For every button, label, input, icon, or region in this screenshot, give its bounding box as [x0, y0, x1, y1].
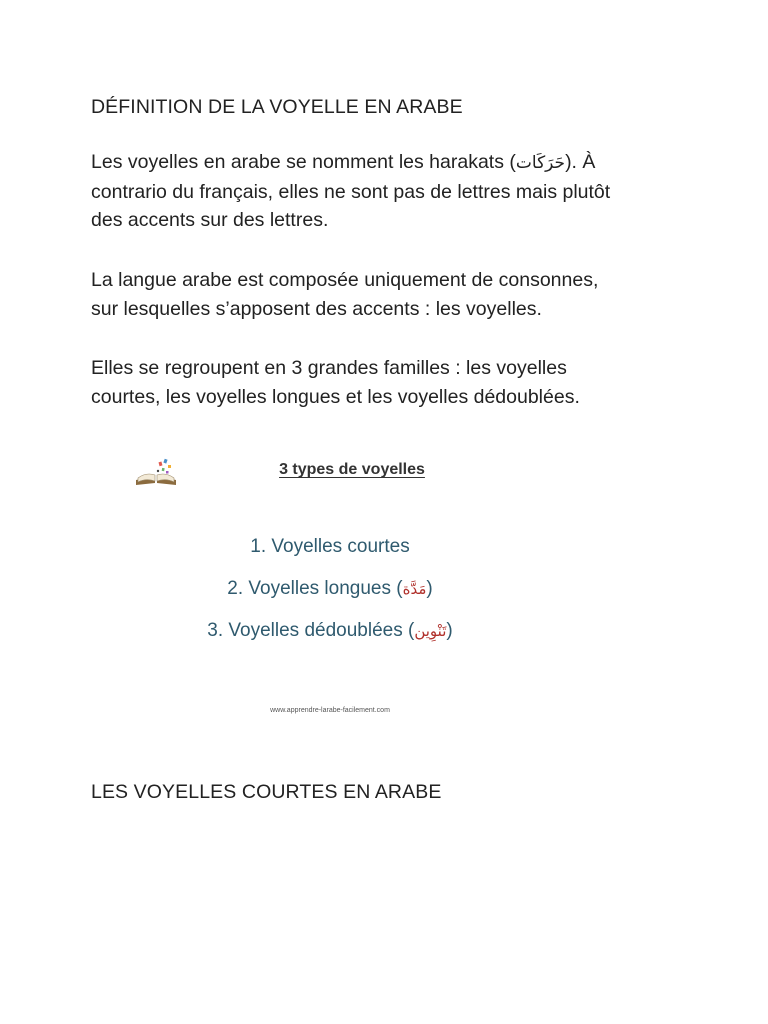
vowel-type-item: [91, 620, 569, 642]
section-heading-definition: DÉFINITION DE LA VOYELLE EN ARABE: [91, 96, 463, 118]
section-heading-voyelles-courtes: LES VOYELLES COURTES EN ARABE: [91, 781, 442, 803]
arabic-word-tanwin: تَنْوِين: [414, 622, 447, 640]
vowel-type-label: 3. Voyelles dédoublées (: [207, 620, 415, 641]
paragraph-line: [91, 148, 691, 178]
paragraph-line: La langue arabe est composée uniquement de consonnes,: [91, 269, 599, 291]
vowel-type-label: 2. Voyelles longues (: [227, 578, 403, 599]
arabic-word-madda: مَدَّة: [402, 580, 427, 598]
vowel-type-label: 1. Voyelles courtes: [250, 536, 410, 557]
infographic-source-url: www.apprendre-larabe-facilement.com: [270, 707, 390, 714]
text-segment: Les voyelles en arabe se nomment les harakats (: [91, 151, 516, 173]
paragraph-harakats: [91, 148, 691, 235]
paragraph-line: des accents sur des lettres.: [91, 209, 329, 231]
paragraph-line: Elles se regroupent en 3 grandes familles : les voyelles: [91, 357, 567, 379]
paragraph-consonnes: [91, 266, 691, 323]
vowel-type-close: ): [446, 620, 453, 641]
paragraph-line: contrario du français, elles ne sont pas de lettres mais plutôt: [91, 180, 611, 203]
vowel-type-item: [91, 536, 569, 558]
vowel-type-item: [91, 578, 569, 600]
infographic-title: 3 types de voyelles: [279, 461, 425, 478]
text-segment: ). À: [565, 151, 596, 173]
paragraph-line: courtes, les voyelles longues et les voyelles dédoublées.: [91, 385, 580, 408]
voyelles-infographic: [91, 443, 569, 720]
paragraph-familles: [91, 354, 691, 411]
vowel-type-close: ): [426, 578, 433, 599]
arabic-word-harakat: حَرَكَات: [515, 153, 566, 173]
paragraph-line: sur lesquelles s’apposent des accents : les voyelles.: [91, 297, 542, 320]
